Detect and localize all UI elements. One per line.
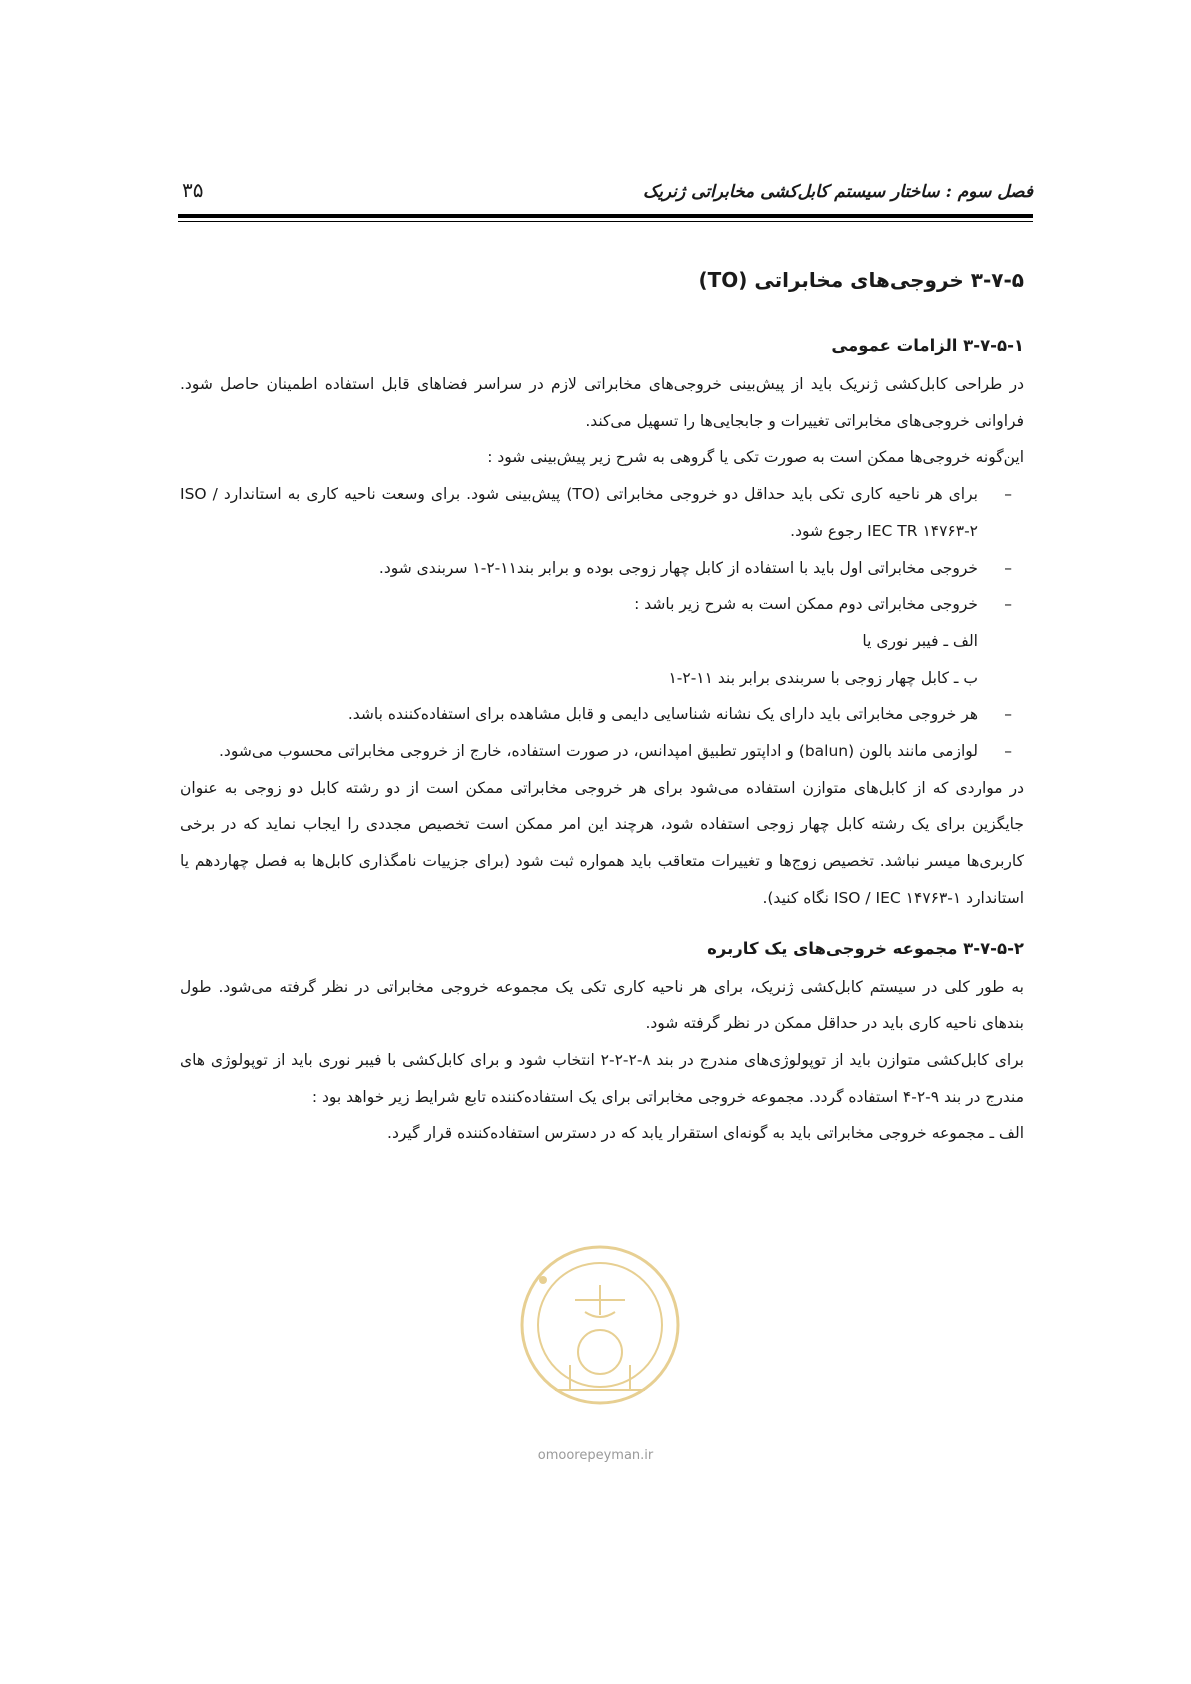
watermark-seal [515,1240,685,1430]
paragraph: در طراحی کابل‌کشی ژنریک باید از پیش‌بینی خروجی‌های مخابراتی لازم در سراسر فضاهای قابل استفاده اطمینان حاصل شود. فراوانی خروجی‌های مخابراتی تغییرات و جابجایی‌ها را تسهیل می‌کند. [180,375,1024,430]
option-item: الف ـ فیبر نوری یا [862,631,978,650]
requirements-list [180,696,1024,769]
header-rule-thin [178,221,1033,222]
chapter-title: فصل سوم : ساختار سیستم کابل‌کشی مخابراتی ژنریک [642,182,1033,202]
list-item: – خروجی مخابراتی اول باید با استفاده از کابل چهار زوجی بوده و برابر بند۱۱-۲-۱ سربندی شود. [180,550,1024,587]
list-item: – هر خروجی مخابراتی باید دارای یک نشانه شناسایی دایمی و قابل مشاهده برای استفاده‌کننده باشد. [180,696,1024,733]
paragraph: برای کابل‌کشی متوازن باید از توپولوژی‌های مندرج در بند ۸-۲-۲-۲ انتخاب شود و برای کابل‌کشی با فیبر نوری باید از توپولوژی های مندرج در بند ۹-۲-۴ استفاده گردد. مجموعه خروجی مخابراتی برای یک استفاده‌کننده تابع شرایط زیر خواهد بود : [180,1050,1024,1106]
paragraph: این‌گونه خروجی‌ها ممکن است به صورت تکی یا گروهی به شرح زیر پیش‌بینی شود : [487,448,1024,467]
subsection-heading-general: ۳-۷-۵-۱ الزامات عمومی [831,336,1024,355]
paragraph: الف ـ مجموعه خروجی مخابراتی باید به گونه‌ای استقرار یابد که در دسترس استفاده‌کننده قرار گیرد. [387,1124,1024,1143]
paragraph: در مواردی که از کابل‌های متوازن استفاده می‌شود برای هر خروجی مخابراتی ممکن است از دو رشته کابل دو زوجی به عنوان جایگزین برای یک رشته کابل چهار زوجی استفاده شود، هرچند این امر ممکن است تخصیص مجددی را ایجاب نماید که در برخی کاربری‌ها میسر نباشد. تخصیص زوج‌ها و تغییرات متعاقب باید همواره ثبت شود (برای جزییات نامگذاری کابل‌ها به فصل چهاردهم یا استاندارد ISO / IEC ۱۴۷۶۳-۱ نگاه کنید). [180,778,1024,907]
paragraph: به طور کلی در سیستم کابل‌کشی ژنریک، برای هر ناحیه کاری تکی یک مجموعه خروجی مخابراتی در نظر گرفته می‌شود. طول بندهای ناحیه کاری باید در حداقل ممکن در نظر گرفته شود. [180,977,1024,1033]
header-rule-thick [178,214,1033,218]
page-header [178,174,1033,214]
watermark-url: omoorepeyman.ir [537,1448,654,1463]
section-heading: ۳-۷-۵ خروجی‌های مخابراتی (TO) [698,268,1024,292]
list-item: – خروجی مخابراتی دوم ممکن است به شرح زیر باشد : [180,586,1024,623]
page-body [180,262,1024,1152]
option-item: ب ـ کابل چهار زوجی با سربندی برابر بند ۱۱-۲-۱ [668,668,978,687]
subsection-heading-single-user: ۳-۷-۵-۲ مجموعه خروجی‌های یک کاربره [707,938,1024,958]
list-item: – برای هر ناحیه کاری تکی باید حداقل دو خروجی مخابراتی (TO) پیش‌بینی شود. برای وسعت ناحیه کاری به استاندارد ISO / IEC TR ۱۴۷۶۳-۲ رجوع شود. [180,476,1024,549]
requirements-list [180,476,1024,623]
page-number: ۳۵ [182,178,204,202]
spacer [180,917,1024,931]
list-item: – لوازمی مانند بالون (balun) و اداپتور تطبیق امپدانس، در صورت استفاده، خارج از خروجی مخابراتی محسوب می‌شود. [180,733,1024,770]
